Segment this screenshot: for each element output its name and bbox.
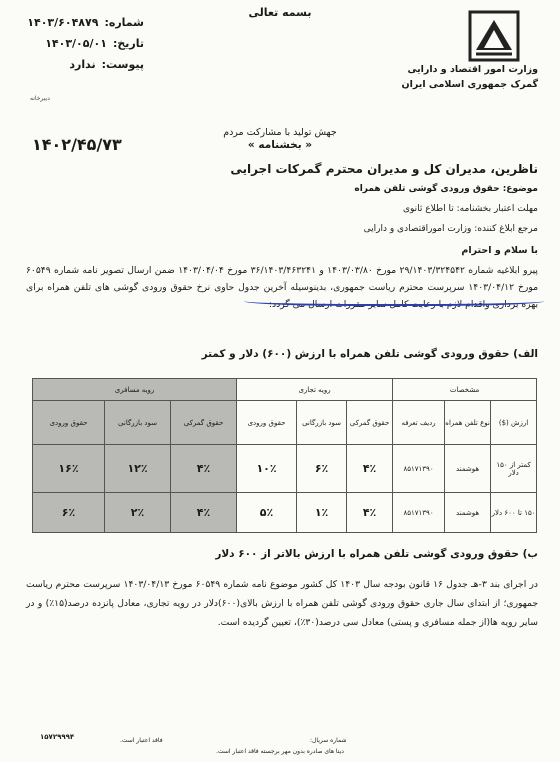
- org-line-1: وزارت امور اقتصاد و دارایی: [407, 64, 538, 75]
- bismillah: بسمه تعالی: [248, 6, 312, 19]
- addressee: ناظرین، مدیران کل و مدیران محترم گمرکات اجرایی: [230, 162, 538, 176]
- section-b-paragraph: در اجرای بند ۳-هـ جدول ۱۶ قانون بودجه سال ۱۴۰۳ کل کشور موضوع نامه شماره ۶۰۵۴۹ مورخ ۱۴۰۳/۰۴/۱۳ سرپرست محترم ریاست جمهوری؛ از ابتدای سال جاری حقوق ورودی گوشی تلفن همراه با ارزش بالای(۶۰۰)دلار در رویه تجاری، معادل پانزده درصد(۱۵٪) و در سایر رویه ها(از جمله مسافری و پستی) معادل سی درصد(۳۰٪)، تعیین گردیده است.: [26, 579, 538, 628]
- cell-com-customs: ۴٪: [347, 493, 393, 533]
- org-line-2: گمرک جمهوری اسلامی ایران: [401, 79, 538, 90]
- th-com-duty: حقوق ورودی: [237, 401, 297, 445]
- cell-pas-profit: ۱۲٪: [105, 445, 171, 493]
- section-a-heading: الف) حقوق ورودی گوشی تلفن همراه با ارزش (۶۰۰) دلار و کمتر: [201, 348, 538, 360]
- cell-value: ۱۵۰ تا ۶۰۰ دلار: [491, 493, 537, 533]
- table-row: [33, 493, 537, 533]
- letter-meta: [24, 12, 144, 75]
- section-b-heading: ب) حقوق ورودی گوشی تلفن همراه با ارزش بالاتر از ۶۰۰ دلار: [215, 548, 538, 560]
- table-row: [33, 445, 537, 493]
- th-value: ارزش ($): [491, 401, 537, 445]
- slogan: جهش تولید با مشارکت مردم: [223, 127, 337, 138]
- th-pas-duty: حقوق ورودی: [33, 401, 105, 445]
- meta-number-value: ۱۴۰۳/۶۰۴۸۷۹: [27, 16, 99, 29]
- subject-line: موضوع: حقوق ورودی گوشی تلفن همراه: [354, 184, 538, 194]
- cell-com-duty: ۵٪: [237, 493, 297, 533]
- footer-code: ۱۵۷۲۹۹۹۴: [40, 733, 75, 741]
- cell-pas-customs: ۴٪: [171, 493, 237, 533]
- tariff-table: [32, 378, 537, 533]
- meta-date-label: تاریخ:: [112, 37, 144, 50]
- meta-attachment-label: پیوست:: [101, 58, 144, 71]
- th-pas-customs: حقوق گمرکی: [171, 401, 237, 445]
- cell-pas-duty: ۱۶٪: [33, 445, 105, 493]
- cell-com-profit: ۶٪: [297, 445, 347, 493]
- footer-serial-label: شماره سریال:: [310, 737, 347, 744]
- cell-com-customs: ۴٪: [347, 445, 393, 493]
- cell-pas-duty: ۶٪: [33, 493, 105, 533]
- cell-pas-customs: ۴٪: [171, 445, 237, 493]
- organization-name: [402, 62, 538, 92]
- pen-underline: [244, 294, 544, 306]
- th-commercial: رویه تجاری: [237, 379, 393, 401]
- meta-attachment: [24, 54, 144, 75]
- circular-title: « بخشنامه »: [247, 139, 313, 151]
- footer-validity: فاقد اعتبار است.: [120, 737, 163, 744]
- cell-type: هوشمند: [445, 493, 491, 533]
- th-com-profit: سود بازرگانی: [297, 401, 347, 445]
- cell-com-profit: ۱٪: [297, 493, 347, 533]
- intro-paragraph: پیرو ابلاغیه شماره ۲۹/۱۴۰۳/۳۲۴۵۴۲ مورخ ۱۴۰۳/۰۳/۸۰ و ۳۶/۱۴۰۳/۴۶۳۲۴۱ مورخ ۱۴۰۳/۰۴/۰۴ ضمن ارسال تصویر نامه شماره ۶۰۵۴۹ مورخ ۱۴۰۳/۰۴/۱۲ سرپرست محترم ریاست جمهوری، بدینوسیله آخرین جدول حاوی نرخ حقوق ورودی گوشی های تلفن همراه برای بهره برداری واقدام لازم با رعایت کامل سایر مقررات ارسال می گردد:: [26, 265, 538, 310]
- meta-date: [24, 33, 144, 54]
- meta-number: [24, 12, 144, 33]
- th-tariff: ردیف تعرفه: [393, 401, 445, 445]
- meta-date-value: ۱۴۰۳/۰۵/۰۱: [45, 37, 107, 50]
- salutation: با سلام و احترام: [461, 245, 538, 256]
- cell-pas-profit: ۲٪: [105, 493, 171, 533]
- cell-tariff: ۸۵۱۷۱۳۹۰: [393, 445, 445, 493]
- cell-value: کمتر از ۱۵۰ دلار: [491, 445, 537, 493]
- meta-attachment-value: ندارد: [69, 58, 96, 71]
- th-com-customs: حقوق گمرکی: [347, 401, 393, 445]
- th-type: نوع تلفن همراه: [445, 401, 491, 445]
- secretariat-note: دبیرخانه: [30, 95, 50, 102]
- cell-com-duty: ۱۰٪: [237, 445, 297, 493]
- footer-note: دیتا های صادره بدون مهر برجسته فاقد اعتبار است.: [216, 748, 344, 755]
- cell-type: هوشمند: [445, 445, 491, 493]
- handwritten-doc-number: ۱۴۰۲/۴۵/۷۳: [32, 135, 122, 154]
- meta-number-label: شماره:: [104, 16, 144, 29]
- th-specs: مشخصات: [393, 379, 537, 401]
- authority-line: مرجع ابلاغ کننده: وزارت اموراقتصادی و دارایی: [363, 224, 538, 234]
- cell-tariff: ۸۵۱۷۱۳۹۰: [393, 493, 445, 533]
- th-pas-profit: سود بازرگانی: [105, 401, 171, 445]
- validity-line: مهلت اعتبار بخشنامه: تا اطلاع ثانوی: [402, 204, 538, 214]
- th-passenger: رویه مسافری: [33, 379, 237, 401]
